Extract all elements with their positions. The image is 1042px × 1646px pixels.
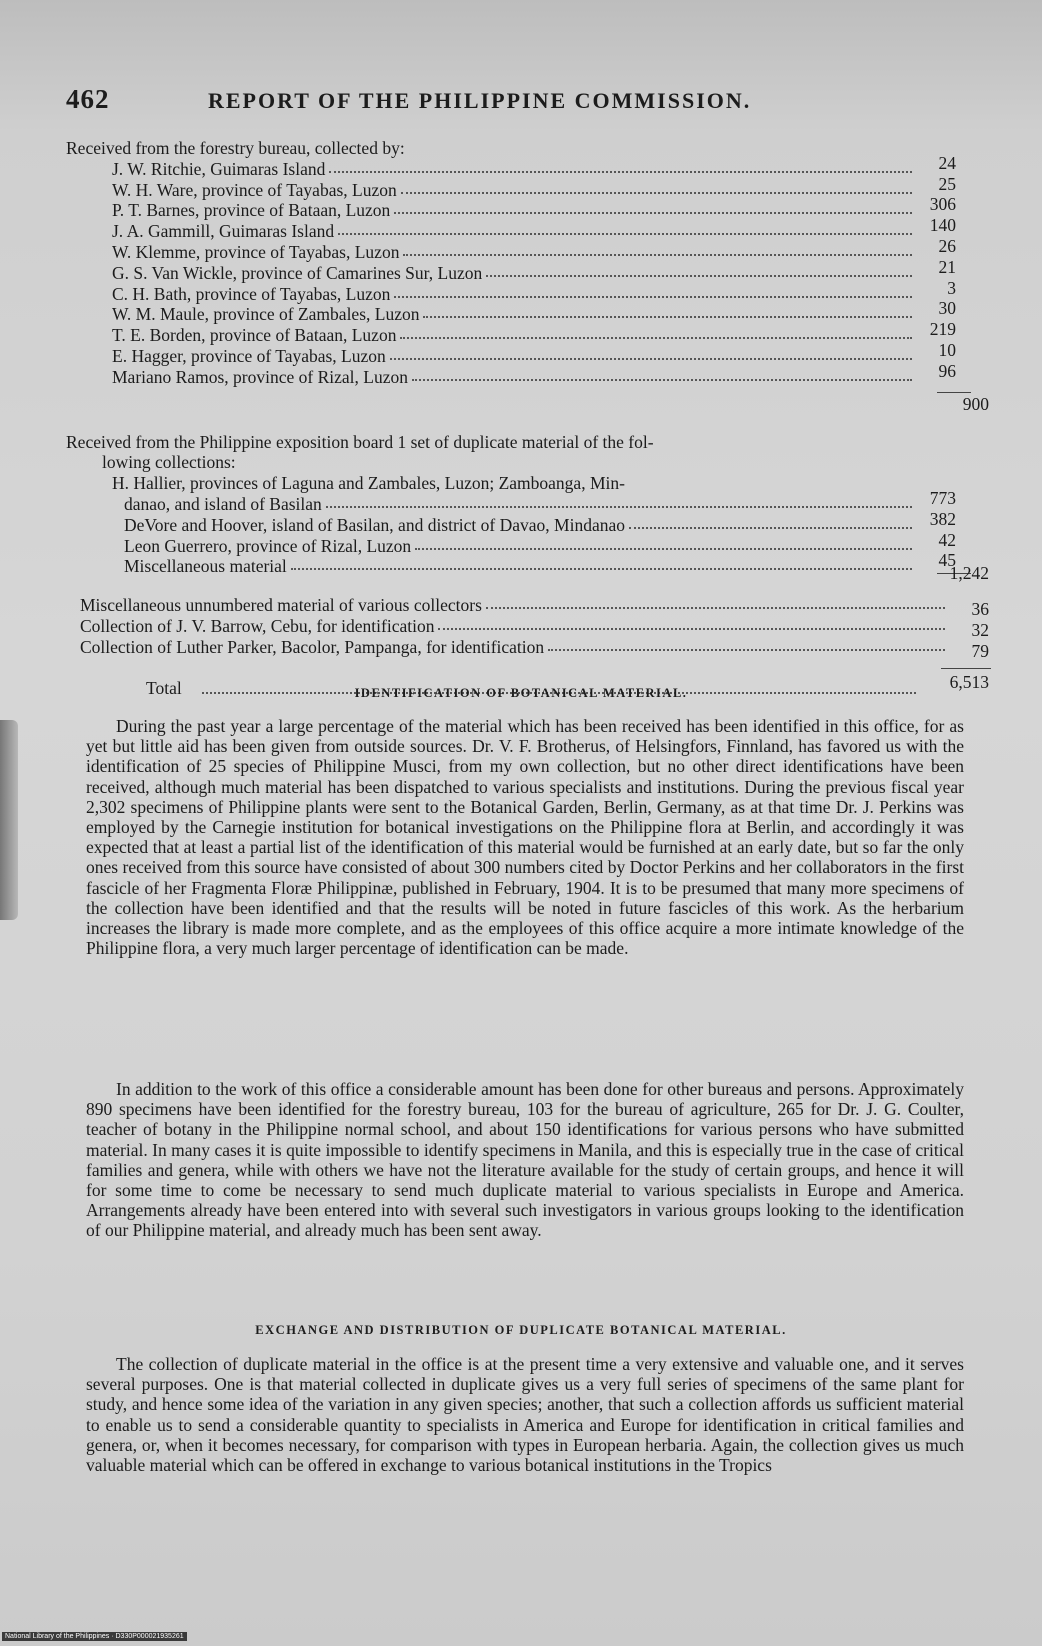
exposition-item-label: DeVore and Hoover, island of Basilan, and district of Davao, Mindanao	[124, 514, 626, 535]
subtotal-rule	[937, 392, 971, 393]
exchange-para-1: The collection of duplicate material in the office is at the present time a very extensive and valuable one, and it serves several purposes. One is that material collected in duplicate gives us a very full series of specimens of the same plant for study, and hence some idea of the variation in any given species; another, that such a collection affords us sufficient material to enable us to send a considerable quantity to specialists in America and Europe for identification in critical families and genera, or, when it becomes necessary, for comparison with types in European herbaria. Again, the collection gives us much valuable material which can be offered in exchange to various botanical institutions in the Tropics	[86, 1354, 964, 1476]
leader-dots	[423, 316, 912, 318]
forestry-item	[66, 339, 986, 367]
total-label: Total	[146, 677, 182, 698]
forestry-item-label: W. H. Ware, province of Tayabas, Luzon	[112, 179, 397, 200]
forestry-item-value: 140	[929, 215, 956, 236]
exposition-item	[66, 529, 986, 557]
forestry-item	[66, 173, 986, 201]
forestry-item-label: W. Klemme, province of Tayabas, Luzon	[112, 241, 400, 262]
leader-dots	[401, 192, 912, 194]
forestry-total-row	[66, 388, 989, 418]
forestry-item-value: 219	[929, 319, 956, 340]
collections-ledger	[66, 138, 989, 704]
forestry-item-value: 10	[938, 339, 956, 360]
page-title: REPORT OF THE PHILIPPINE COMMISSION.	[208, 88, 752, 113]
forestry-heading: Received from the forestry bureau, collected by:	[66, 138, 405, 158]
exposition-list	[66, 487, 986, 577]
page-number: 462	[66, 84, 110, 114]
leader-dots	[291, 568, 912, 570]
leader-dots	[403, 254, 912, 256]
leader-dots	[390, 358, 912, 360]
exposition-item-label: danao, and island of Basilan	[124, 493, 322, 514]
forestry-item-value: 3	[947, 277, 956, 298]
leader-dots	[412, 379, 912, 381]
leader-dots	[338, 233, 912, 235]
misc-item-label: Collection of J. V. Barrow, Cebu, for identification	[80, 615, 435, 636]
misc-item-label: Miscellaneous unnumbered material of various collectors	[80, 595, 482, 616]
forestry-item-label: W. M. Maule, province of Zambales, Luzon	[112, 304, 420, 325]
exposition-item-label: Leon Guerrero, province of Rizal, Luzon	[124, 535, 412, 556]
forestry-item	[66, 277, 986, 305]
forestry-item-label: J. A. Gammill, Guimaras Island	[112, 221, 335, 242]
exposition-item-value: 42	[938, 529, 956, 550]
forestry-item-label: T. E. Borden, province of Bataan, Luzon	[112, 325, 397, 346]
leader-dots	[548, 649, 945, 651]
scan-credit: National Library of the Philippines · D330P000021935261	[2, 1632, 187, 1641]
forestry-item-value: 306	[929, 194, 956, 215]
identification-heading: IDENTIFICATION OF BOTANICAL MATERIAL.	[354, 686, 688, 700]
forestry-item-label: J. W. Ritchie, Guimaras Island	[112, 158, 326, 179]
misc-item	[66, 595, 989, 620]
forestry-item-value: 25	[938, 173, 956, 194]
exposition-heading-1: Received from the Philippine exposition board 1 set of duplicate material of the fol-	[66, 431, 654, 452]
misc-item	[66, 636, 989, 661]
forestry-item-label: P. T. Barnes, province of Bataan, Luzon	[112, 200, 391, 221]
forestry-item	[66, 194, 986, 221]
misc-item-value: 32	[971, 619, 989, 640]
forestry-item-label: C. H. Bath, province of Tayabas, Luzon	[112, 283, 391, 304]
hallier-line: H. Hallier, provinces of Laguna and Zambales, Luzon; Zamboanga, Min-	[112, 473, 625, 494]
exposition-item-value: 45	[938, 550, 956, 571]
forestry-item-label: E. Hagger, province of Tayabas, Luzon	[112, 345, 386, 366]
exposition-item-value: 773	[929, 487, 956, 508]
identification-para-2: In addition to the work of this office a considerable amount has been done for other bureaus and persons. Approximately 890 specimens have been identified for the forestry bureau, 103 for the bureau of agriculture, 265 for Dr. J. G. Coulter, teacher of botany in the Philippine normal school, and about 150 identifications for various persons who have submitted material. In many cases it is quite impossible to identify specimens in Manila, and this is especially true in the case of critical families and genera, while with others we have not the literature available for the study of certain groups, and hence it will for some time to come be necessary to send much duplicate material to various specialists in Europe and America. Arrangements already have been entered into with several such investigators in various groups looking to the identification of our Philippine material, and already much has been sent away.	[86, 1079, 964, 1241]
leader-dots	[438, 628, 945, 630]
misc-item-value: 36	[971, 599, 989, 620]
forestry-item	[66, 360, 986, 388]
forestry-total: 900	[962, 393, 989, 414]
exposition-item-value: 382	[929, 508, 956, 529]
forestry-item-label: G. S. Van Wickle, province of Camarines Sur, Luzon	[112, 262, 483, 283]
exposition-item	[66, 508, 986, 536]
misc-list	[66, 595, 989, 661]
page-edge-shadow	[0, 720, 18, 920]
total-rule	[941, 668, 991, 669]
page-header	[62, 84, 942, 120]
forestry-item	[66, 215, 986, 242]
exposition-total: 1,242	[949, 563, 989, 584]
misc-item	[66, 615, 989, 640]
exchange-heading: EXCHANGE AND DISTRIBUTION OF DUPLICATE BOTANICAL MATERIAL.	[255, 1323, 787, 1337]
misc-item-label: Collection of Luther Parker, Bacolor, Pampanga, for identification	[80, 636, 545, 657]
leader-dots	[326, 506, 912, 508]
forestry-item	[66, 235, 986, 263]
forestry-item-value: 30	[938, 298, 956, 319]
exposition-item-label: Miscellaneous material	[124, 556, 287, 577]
forestry-item-value: 96	[938, 360, 956, 381]
leader-dots	[415, 548, 912, 550]
exposition-heading-2: lowing collections:	[102, 452, 236, 473]
leader-dots	[629, 527, 912, 529]
forestry-item-value: 24	[938, 152, 956, 173]
leader-dots	[486, 275, 912, 277]
leader-dots	[486, 607, 945, 609]
leader-dots	[394, 296, 912, 298]
forestry-item	[66, 319, 986, 346]
forestry-item-label: Mariano Ramos, province of Rizal, Luzon	[112, 366, 408, 387]
exposition-item	[66, 487, 986, 515]
forestry-list	[66, 152, 986, 388]
forestry-item	[66, 256, 986, 284]
leader-dots	[329, 171, 912, 173]
forestry-item-value: 21	[938, 256, 956, 277]
grand-total-value: 6,513	[949, 671, 989, 692]
forestry-item-value: 26	[938, 235, 956, 256]
forestry-item	[66, 152, 986, 180]
exposition-item	[66, 550, 986, 577]
leader-dots	[394, 212, 912, 214]
misc-item-value: 79	[971, 640, 989, 661]
identification-para-1: During the past year a large percentage of the material which has been received has been identified in this office, for as yet but little aid has been given from outside sources. Dr. V. F. Brotherus, of Helsingfors, Finnland, has favored us with the identification of 25 species of Philippine Musci, from my own collection, but no other direct identifications have been received, although much material has been dispatched to various specialists and institutions. During the previous fiscal year 2,302 specimens of Philippine plants were sent to the Botanical Garden, Berlin, Germany, as at that time Dr. J. Perkins was employed by the Carnegie institution for botanical investigations on the Philippine flora at Berlin, and accordingly it was expected that at least a partial list of the identification of this material would be furnished at an early date, but so far the only ones received from this source have consisted of about 300 numbers cited by Doctor Perkins and her collaborators in the first fascicle of her Fragmenta Floræ Philippinæ, published in February, 1904. It is to be presumed that many more specimens of the collection have been identified and that the results will be noted in future fascicles of this work. As the herbarium increases the library is made more complete, and as the employees of this office acquire a more intimate knowledge of the Philippine flora, a very much larger percentage of identification can be made.	[86, 716, 964, 959]
forestry-item	[66, 298, 986, 325]
leader-dots	[400, 337, 912, 339]
